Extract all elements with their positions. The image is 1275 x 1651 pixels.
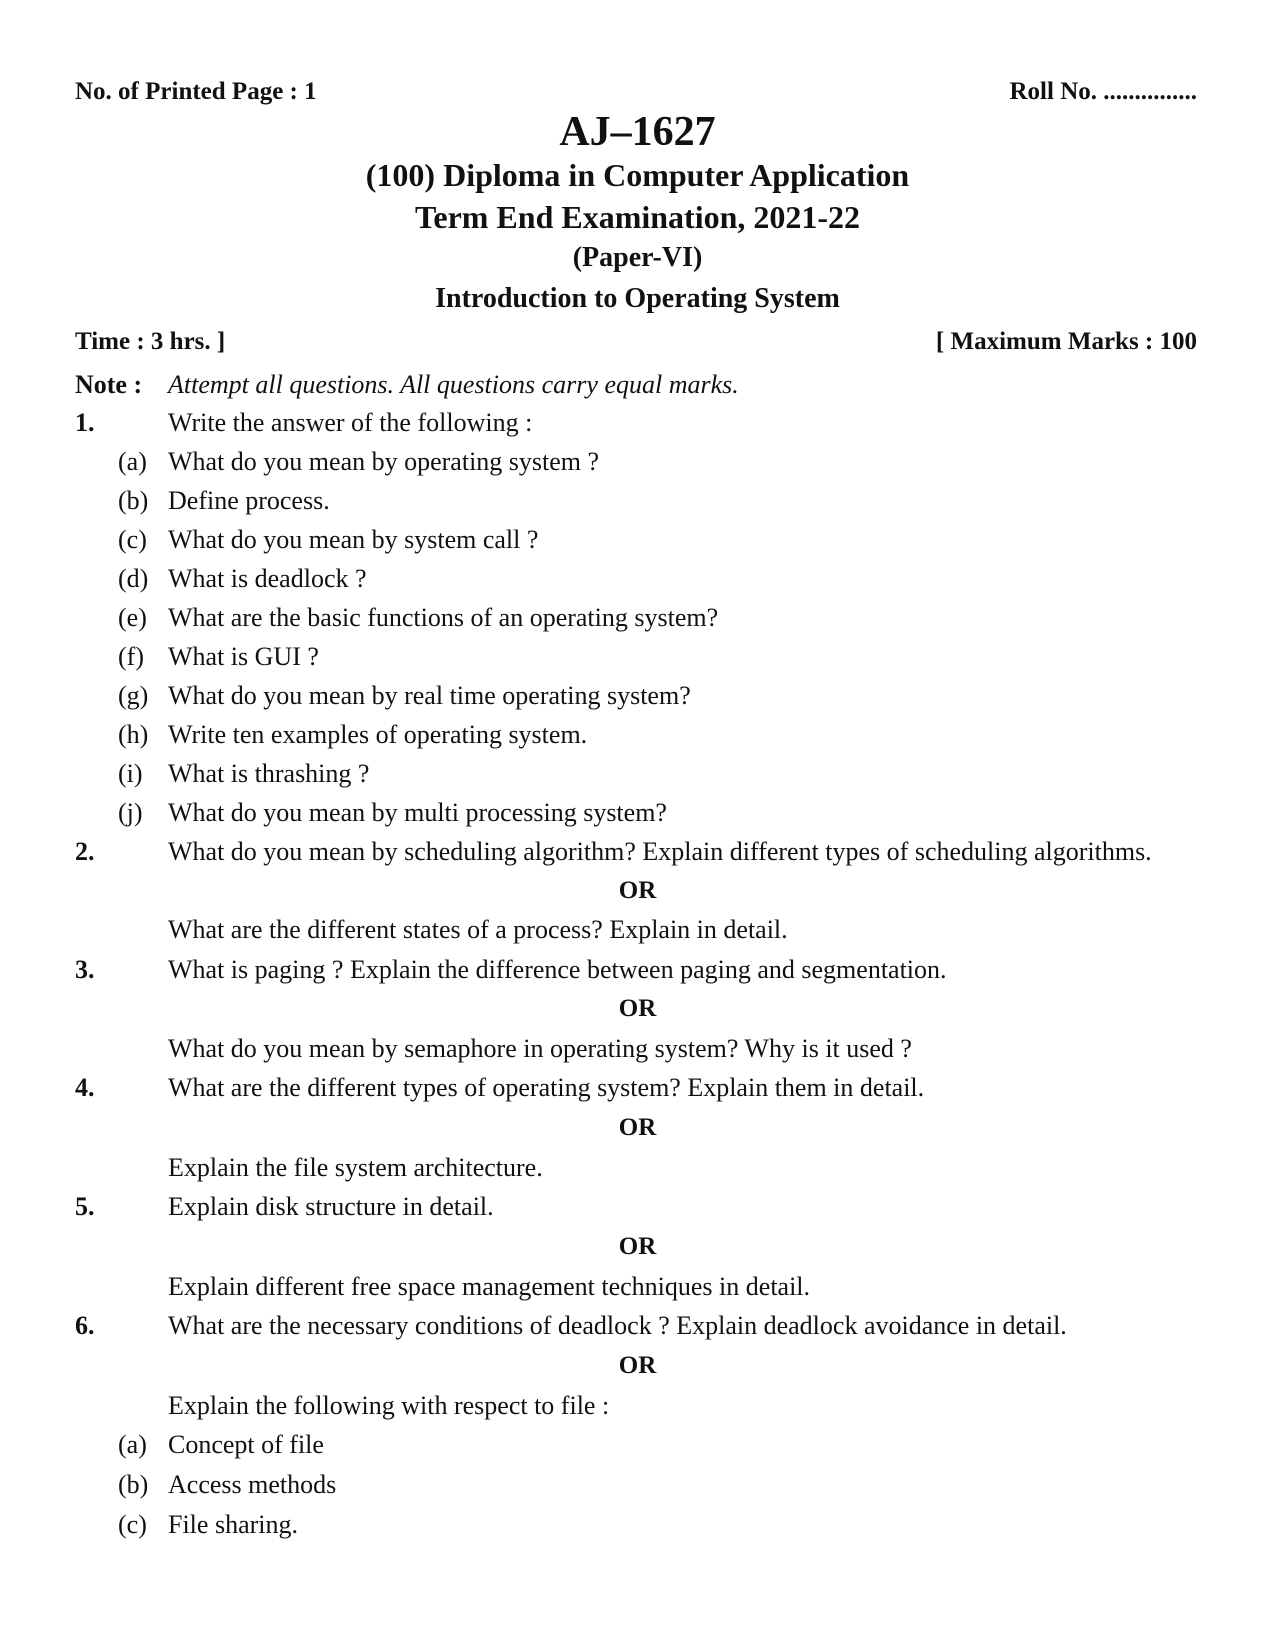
question-text: What are the necessary conditions of deadlock ? Explain deadlock avoidance in detail. xyxy=(168,1311,1067,1340)
part-text: What do you mean by operating system ? xyxy=(168,447,600,476)
question-1-part-g xyxy=(0,681,1275,719)
part-label: (i) xyxy=(118,759,143,788)
part-text: What do you mean by real time operating system? xyxy=(168,681,691,710)
question-text: What are the different states of a process? Explain in detail. xyxy=(168,915,788,944)
question-6-alternative xyxy=(0,1391,1275,1429)
part-label: (b) xyxy=(118,486,149,515)
part-label: (e) xyxy=(118,603,147,632)
question-6-part-c xyxy=(0,1510,1275,1548)
paper-number: (Paper-VI) xyxy=(572,242,703,273)
question-text: What are the different types of operating system? Explain them in detail. xyxy=(168,1073,925,1102)
question-5-alternative xyxy=(0,1272,1275,1310)
question-number: 2. xyxy=(75,837,95,866)
question-6 xyxy=(0,1311,1275,1349)
part-text: Write ten examples of operating system. xyxy=(168,720,588,749)
question-text: Write the answer of the following : xyxy=(168,408,533,437)
question-4 xyxy=(0,1073,1275,1111)
question-1-part-a xyxy=(0,447,1275,485)
part-label: (c) xyxy=(118,1510,147,1539)
question-number: 1. xyxy=(75,408,95,437)
part-label: (g) xyxy=(118,681,149,710)
or-divider: OR xyxy=(618,1352,657,1379)
part-text: Access methods xyxy=(168,1470,337,1499)
question-1-part-b xyxy=(0,486,1275,524)
question-3 xyxy=(0,955,1275,993)
question-6-part-b xyxy=(0,1470,1275,1508)
part-label: (a) xyxy=(118,1430,147,1459)
max-marks-label: [ Maximum Marks : 100 xyxy=(935,328,1197,355)
question-text: What do you mean by semaphore in operating system? Why is it used ? xyxy=(168,1034,912,1063)
part-text: What is thrashing ? xyxy=(168,759,370,788)
part-text: What do you mean by multi processing system? xyxy=(168,798,667,827)
time-label: Time : 3 hrs. ] xyxy=(75,328,226,355)
question-text: What do you mean by scheduling algorithm? Explain different types of scheduling algorithms. xyxy=(168,837,1152,866)
part-label: (j) xyxy=(118,798,143,827)
part-text: What is GUI ? xyxy=(168,642,319,671)
part-label: (b) xyxy=(118,1470,149,1499)
part-text: Define process. xyxy=(168,486,330,515)
question-number: 6. xyxy=(75,1311,95,1340)
question-text: What is paging ? Explain the difference between paging and segmentation. xyxy=(168,955,947,984)
question-number: 3. xyxy=(75,955,95,984)
subject-title: Introduction to Operating System xyxy=(435,283,840,314)
part-text: What are the basic functions of an operating system? xyxy=(168,603,719,632)
or-divider: OR xyxy=(618,995,657,1022)
printed-pages-label: No. of Printed Page : 1 xyxy=(75,78,317,105)
question-1-part-e xyxy=(0,603,1275,641)
part-label: (f) xyxy=(118,642,144,671)
roll-no-label: Roll No. ............... xyxy=(1009,78,1197,105)
part-label: (a) xyxy=(118,447,147,476)
or-divider: OR xyxy=(618,877,657,904)
question-text: Explain the following with respect to file : xyxy=(168,1391,610,1420)
or-divider: OR xyxy=(618,1114,657,1141)
paper-code: AJ–1627 xyxy=(559,109,716,155)
note-label: Note : xyxy=(75,370,143,399)
question-1-part-c xyxy=(0,525,1275,563)
question-1 xyxy=(0,408,1275,446)
question-1-part-f xyxy=(0,642,1275,680)
question-1-part-h xyxy=(0,720,1275,758)
question-text: Explain the file system architecture. xyxy=(168,1153,543,1182)
question-number: 4. xyxy=(75,1073,95,1102)
question-number: 5. xyxy=(75,1192,95,1221)
question-1-part-d xyxy=(0,564,1275,602)
part-text: Concept of file xyxy=(168,1430,324,1459)
part-text: File sharing. xyxy=(168,1510,298,1539)
question-5 xyxy=(0,1192,1275,1230)
part-label: (c) xyxy=(118,525,147,554)
part-label: (d) xyxy=(118,564,149,593)
part-text: What do you mean by system call ? xyxy=(168,525,539,554)
question-4-alternative xyxy=(0,1153,1275,1191)
note-text: Attempt all questions. All questions carry equal marks. xyxy=(168,370,739,399)
question-text: Explain disk structure in detail. xyxy=(168,1192,494,1221)
part-label: (h) xyxy=(118,720,149,749)
question-1-part-j xyxy=(0,798,1275,836)
question-3-alternative xyxy=(0,1034,1275,1072)
course-title: (100) Diploma in Computer Application xyxy=(365,157,910,193)
question-6-part-a xyxy=(0,1430,1275,1468)
question-2 xyxy=(0,837,1275,875)
question-text: Explain different free space management techniques in detail. xyxy=(168,1272,811,1301)
question-1-part-i xyxy=(0,759,1275,797)
or-divider: OR xyxy=(618,1233,657,1260)
exam-title: Term End Examination, 2021-22 xyxy=(414,199,861,235)
question-2-alternative xyxy=(0,915,1275,953)
part-text: What is deadlock ? xyxy=(168,564,367,593)
